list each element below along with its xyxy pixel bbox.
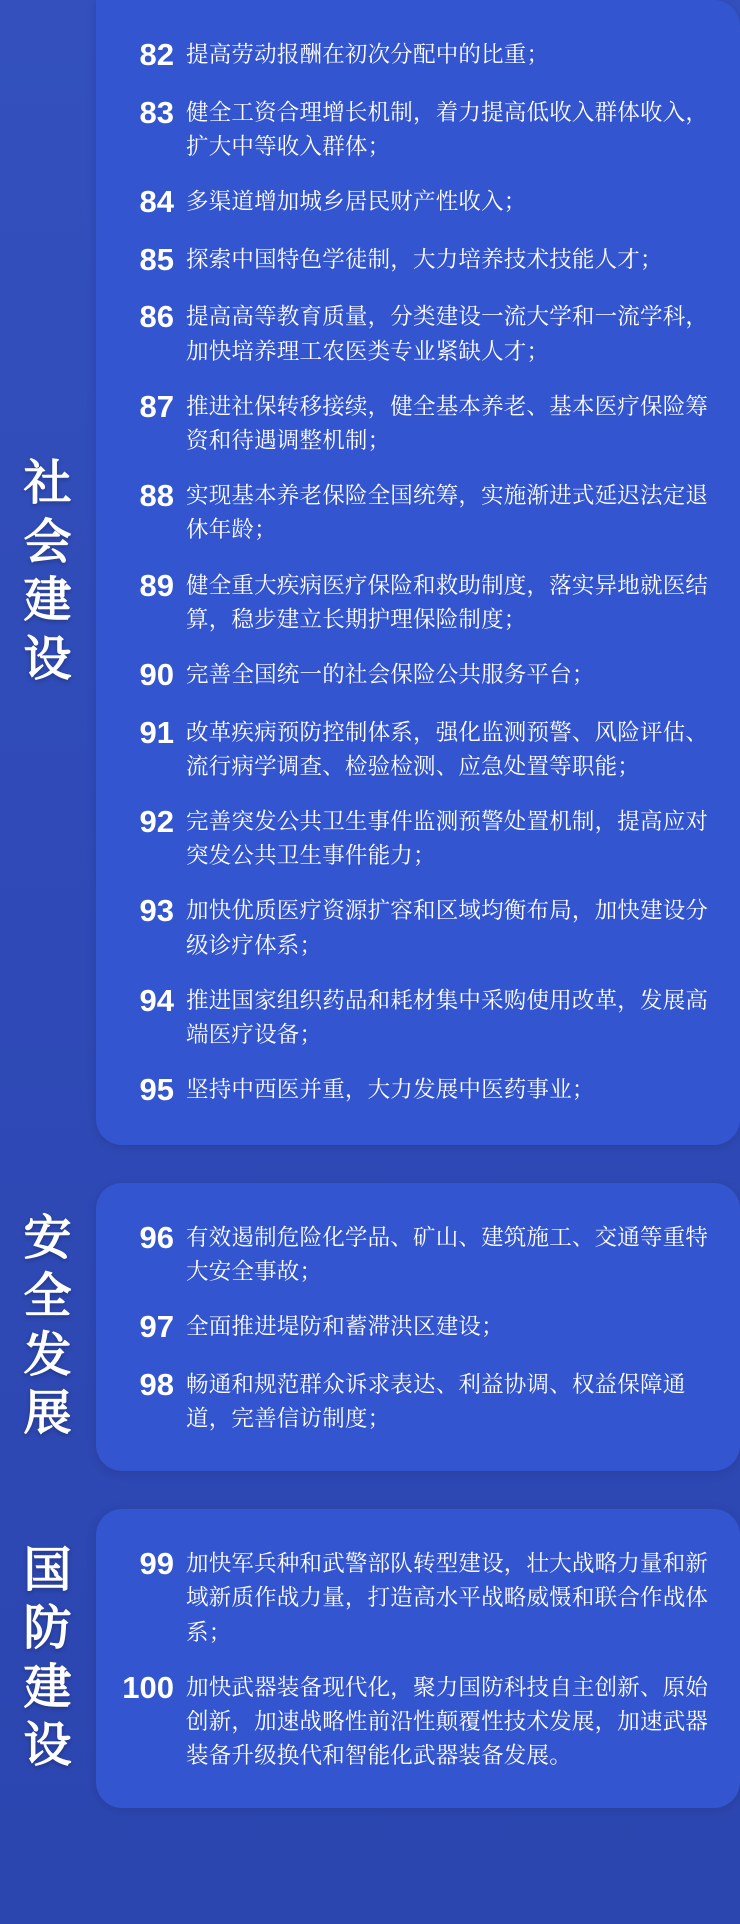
item-text: 提高劳动报酬在初次分配中的比重； xyxy=(186,42,550,67)
section-label-defense xyxy=(0,1509,96,1808)
item-number: 84 xyxy=(139,184,174,220)
section-panel-safety xyxy=(96,1183,740,1471)
section-label-char: 会 xyxy=(23,515,73,569)
item-text: 多渠道增加城乡居民财产性收入； xyxy=(186,189,527,215)
item-number: 89 xyxy=(139,567,174,603)
item-text: 完善突发公共卫生事件监测预警处置机制，提高应对突发公共卫生事件能力； xyxy=(186,808,709,869)
section-safe-development xyxy=(0,1183,740,1471)
item-number: 98 xyxy=(139,1366,174,1402)
item-text: 加快优质医疗资源扩容和区域均衡布局，加快建设分级诊疗体系； xyxy=(186,898,709,958)
list-item xyxy=(114,704,718,793)
section-label-char: 展 xyxy=(23,1387,73,1441)
item-text: 推进国家组织药品和耗材集中采购使用改革，发展高端医疗设备； xyxy=(186,987,709,1047)
list-item xyxy=(114,288,718,377)
item-number: 95 xyxy=(139,1072,174,1108)
item-number: 94 xyxy=(139,982,174,1018)
section-label-char: 国 xyxy=(23,1543,73,1597)
section-label-char: 设 xyxy=(23,1719,73,1773)
item-number: 99 xyxy=(139,1546,174,1582)
section-national-defense xyxy=(0,1509,740,1808)
item-number: 90 xyxy=(139,656,174,692)
item-number: 82 xyxy=(139,37,174,72)
section-label-char: 设 xyxy=(23,632,73,686)
list-item xyxy=(114,173,718,231)
item-number: 91 xyxy=(139,714,174,750)
section-label-char: 社 xyxy=(23,457,73,511)
item-text: 坚持中西医并重，大力发展中医药事业； xyxy=(186,1077,595,1103)
list-item xyxy=(114,1298,718,1356)
item-text: 畅通和规范群众诉求表达、利益协调、权益保障通道，完善信访制度； xyxy=(186,1371,686,1431)
item-text: 提高高等教育质量，分类建设一流大学和一流学科，加快培养理工农医类专业紧缺人才； xyxy=(186,304,709,364)
item-text: 推进社保转移接续，健全基本养老、基本医疗保险筹资和待遇调整机制； xyxy=(186,393,709,453)
item-number: 83 xyxy=(139,94,174,130)
list-item xyxy=(114,793,718,882)
item-text: 改革疾病预防控制体系，强化监测预警、风险评估、流行病学调查、检验检测、应急处置等职能； xyxy=(186,719,709,779)
section-label-social xyxy=(0,0,96,1145)
section-label-char: 建 xyxy=(23,574,73,628)
item-number: 86 xyxy=(139,299,174,335)
list-item xyxy=(114,882,718,971)
item-number: 85 xyxy=(139,241,174,277)
list-item xyxy=(114,1209,718,1298)
section-panel-defense xyxy=(96,1509,740,1808)
item-text: 有效遏制危险化学品、矿山、建筑施工、交通等重特大安全事故； xyxy=(186,1224,709,1284)
item-number: 92 xyxy=(139,803,174,839)
item-text: 健全工资合理增长机制，着力提高低收入群体收入，扩大中等收入群体； xyxy=(186,99,709,159)
section-label-char: 发 xyxy=(23,1328,73,1382)
list-item xyxy=(114,26,718,84)
list-item xyxy=(114,1659,718,1783)
item-text: 健全重大疾病医疗保险和救助制度，落实异地就医结算，稳步建立长期护理保险制度； xyxy=(186,572,709,632)
item-number: 88 xyxy=(139,478,174,514)
item-number: 97 xyxy=(139,1309,174,1345)
list-item xyxy=(114,1356,718,1445)
item-text: 实现基本养老保险全国统筹，实施渐进式延迟法定退休年龄； xyxy=(186,483,709,543)
list-item xyxy=(114,231,718,289)
list-item xyxy=(114,84,718,173)
section-label-char: 安 xyxy=(23,1211,73,1265)
section-label-char: 防 xyxy=(23,1602,73,1656)
list-item xyxy=(114,646,718,704)
list-item xyxy=(114,378,718,467)
section-label-char: 建 xyxy=(23,1660,73,1714)
list-item xyxy=(114,1061,718,1119)
item-text: 完善全国统一的社会保险公共服务平台； xyxy=(186,661,595,687)
item-text: 加快军兵种和武警部队转型建设，壮大战略力量和新域新质作战力量，打造高水平战略威慑和联合作战体系； xyxy=(186,1551,709,1645)
list-item xyxy=(114,467,718,556)
item-text: 加快武器装备现代化，聚力国防科技自主创新、原始创新，加速战略性前沿性颠覆性技术发展，加速武器装备升级换代和智能化武器装备发展。 xyxy=(186,1674,709,1769)
section-panel-social xyxy=(96,0,740,1145)
item-number: 93 xyxy=(139,893,174,929)
item-number: 87 xyxy=(139,388,174,424)
section-label-safety xyxy=(0,1183,96,1471)
list-item xyxy=(114,1535,718,1659)
list-item xyxy=(114,972,718,1061)
item-text: 全面推进堤防和蓄滞洪区建设； xyxy=(186,1314,504,1340)
item-text: 探索中国特色学徒制，大力培养技术技能人才； xyxy=(186,246,663,272)
item-number: 100 xyxy=(122,1669,174,1705)
item-number: 96 xyxy=(139,1219,174,1255)
list-item xyxy=(114,557,718,646)
section-label-char: 全 xyxy=(23,1270,73,1324)
